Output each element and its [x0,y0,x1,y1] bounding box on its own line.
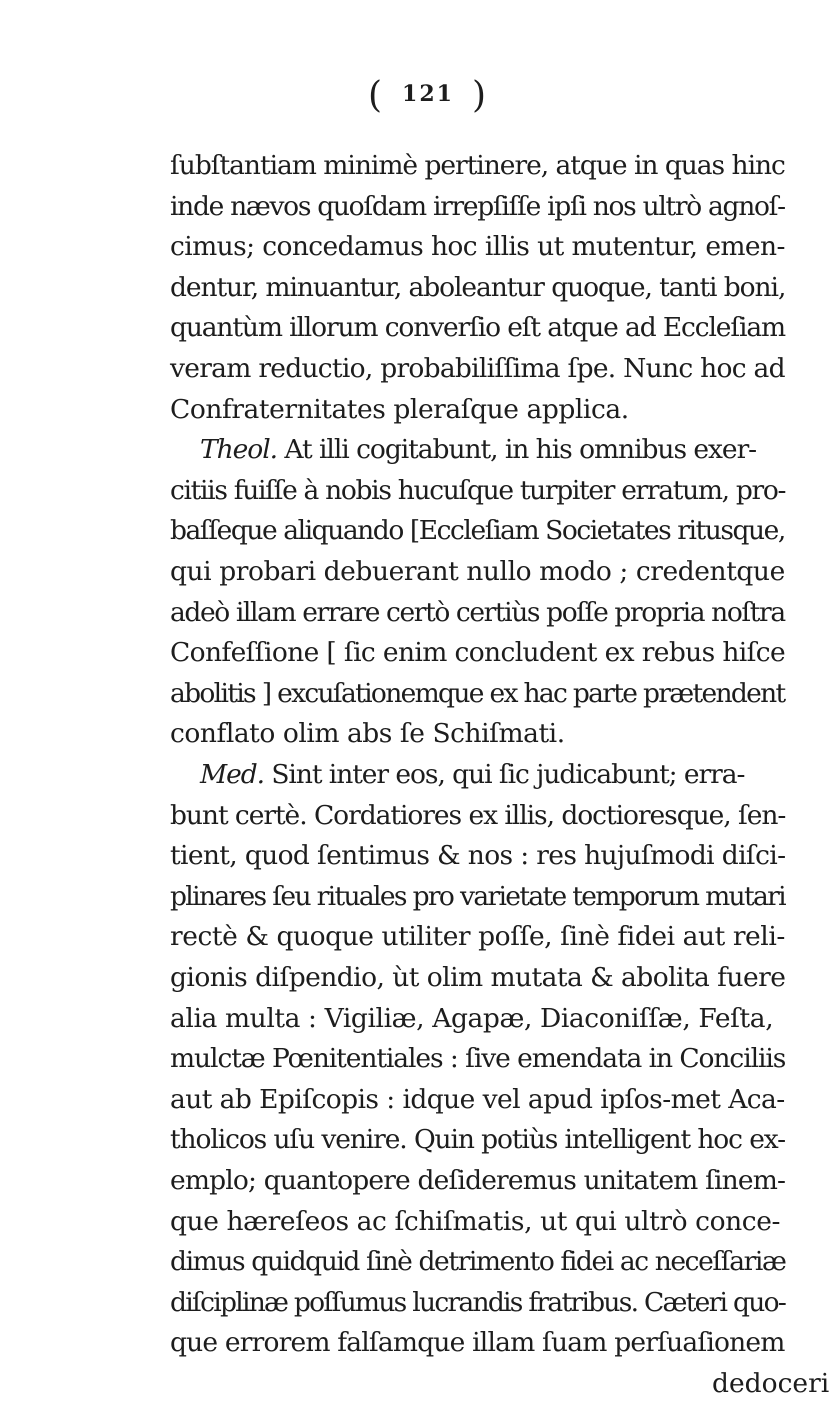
text-line [170,958,790,998]
text-line [170,593,790,633]
line-text: quantùm illorum converſio eſt atque ad Eccleſiam [170,312,786,344]
line-text: cimus; concedamus hoc illis ut mutentur, emen- [170,231,785,263]
bracket-close: ) [471,75,489,116]
line-text: baſſeque aliquando [Eccleſiam Societates ritusque, [170,515,785,547]
text-line [170,1080,790,1120]
line-text: Confraternitates pleraſque applica. [170,393,629,425]
line-text: qui probari debuerant nullo modo ; credentque [170,556,785,587]
text-line [170,308,790,348]
text-line [170,187,790,227]
line-text: plinares ſeu rituales pro varietate temporum mutari [170,880,785,912]
text-line [170,1242,790,1282]
text-line [170,552,790,592]
line-text: ſubſtantiam minimè pertinere, atque in quas hinc [170,150,785,181]
page-number [368,74,488,116]
line-text: dentur, minuantur, aboleantur quoque, tanti boni, [170,271,786,303]
line-text: aut ab Epiſcopis : idque vel apud ipſos-met Aca- [170,1083,785,1115]
text-line [170,1202,790,1242]
line-text: abolitis ] excuſationemque ex hac parte prætendent [170,677,785,709]
line-text: emplo; quantopere deſideremus unitatem ſinem- [170,1165,786,1196]
text-line [170,917,790,957]
text-line [170,796,790,836]
line-text: tholicos uſu venire. Quin potiùs intelligent hoc ex- [170,1124,785,1156]
line-text: mulctæ Pœnitentiales : ſive emendata in Conciliis [170,1043,786,1075]
text-line [170,471,790,511]
line-text: dimus quidquid ſinè detrimento fidei ac neceſſariæ [170,1246,786,1278]
text-line [170,1283,790,1323]
page-number-value: 121 [402,81,454,107]
text-line [170,1039,790,1079]
text-line [170,1120,790,1160]
text-line [170,349,790,389]
line-text: alia multa : Vigiliæ, Agapæ, Diaconiſſæ, Feſta, [170,1002,774,1034]
text-line [170,227,790,267]
line-text: Sint inter eos, qui ſic judicabunt; erra- [263,759,745,790]
line-text: veram reductio, probabiliſſima ſpe. Nunc hoc ad [170,353,785,384]
text-line [170,268,790,308]
line-text: At illi cogitabunt, in his omnibus exer- [277,434,757,466]
line-text: rectè & quoque utiliter poſſe, ſinè fidei aut reli- [170,921,785,953]
text-line [200,430,820,470]
line-text: bunt certè. Cordatiores ex illis, doctioresque, ſen- [170,799,786,831]
speaker-label: Med. [200,759,264,790]
line-text: que errorem falſamque illam ſuam perſuaſionem [170,1327,785,1359]
text-line [170,836,790,876]
text-line [170,390,790,430]
line-text: adeò illam errare certò certiùs poſſe propria noſtra [170,596,785,628]
text-line [170,633,790,673]
text-line [170,511,790,551]
line-text: conflato olim abs ſe Schiſmati. [170,718,565,750]
text-line [170,714,790,754]
speaker-label: Theol. [200,434,278,466]
text-line [170,1323,790,1363]
text-line [170,877,790,917]
line-text: que hæreſeos ac ſchiſmatis, ut qui ultrò conce- [170,1205,781,1237]
bracket-open: ( [368,75,385,116]
book-page: ( 121 ) ſubſtantiam minimè pertinere, atque in quas hinc inde nævos quoſdam irrepſiſſe ipſi nos ultrò agnoſ- cimus; concedamus hoc illis ut mutentur, emen- dentur, minuantur, aboleantur quoque, tanti boni, quantùm illorum converſio eſt atque ad Eccleſiam veram reductio, probabiliſſima ſpe. Nunc hoc ad Confraternitates pleraſque applica. Theol. At illi cogitabunt, in his omnibus exer- citiis fuiſſe à nobis hucuſque turpiter erratum, pro- baſſeque aliquando [Eccleſiam Societates ritusque, qui probari debuerant nullo modo ; credentque adeò illam errare certò certiùs poſſe propria noſtra Confeſſione [ ſic enim concludent ex rebus hiſce abolitis ] excuſationemque ex hac parte prætendent conflato olim abs ſe Schiſmati. Med. Sint inter eos, qui ſic judicabunt; erra- bunt certè. Cordatiores ex illis, doctioresque, ſen- tient, quod ſentimus & nos : res hujuſmodi diſci- plinares ſeu rituales pro varietate temporum mutari rectè & quoque utiliter poſſe, ſinè fidei aut reli- gionis diſpendio, ùt olim mutata & abolita fuere alia multa : Vigiliæ, Agapæ, Diaconiſſæ, Feſta, mulctæ Pœnitentiales : ſive emendata in Conciliis aut ab Epiſcopis : idque vel apud ipſos-met Aca- tholicos uſu venire. Quin potiùs intelligent hoc ex- emplo; quantopere deſideremus unitatem ſinem- que hæreſeos ac ſchiſmatis, ut qui ultrò conce- dimus quidquid ſinè detrimento fidei ac neceſſariæ diſciplinæ poſſumus lucrandis fratribus. Cæteri quo- que errorem falſamque illam ſuam perſuaſionem dedoceri [170,75,829,1399]
text-line [170,1161,790,1201]
line-text: citiis fuiſſe à nobis hucuſque turpiter erratum, pro- [170,474,786,506]
line-text: inde nævos quoſdam irrepſiſſe ipſi nos ultrò agnoſ- [170,190,785,222]
text-line [170,146,790,186]
text-line [170,674,790,714]
line-text: Confeſſione [ ſic enim concludent ex rebus hiſce [170,637,786,669]
text-line [170,999,790,1039]
line-text: gionis diſpendio, ùt olim mutata & abolita fuere [170,962,786,993]
text-line [200,755,820,795]
line-text: diſciplinæ poſſumus lucrandis fratribus. Cæteri quo- [170,1286,786,1318]
line-text: tient, quod ſentimus & nos : res hujuſmodi diſci- [170,840,786,872]
